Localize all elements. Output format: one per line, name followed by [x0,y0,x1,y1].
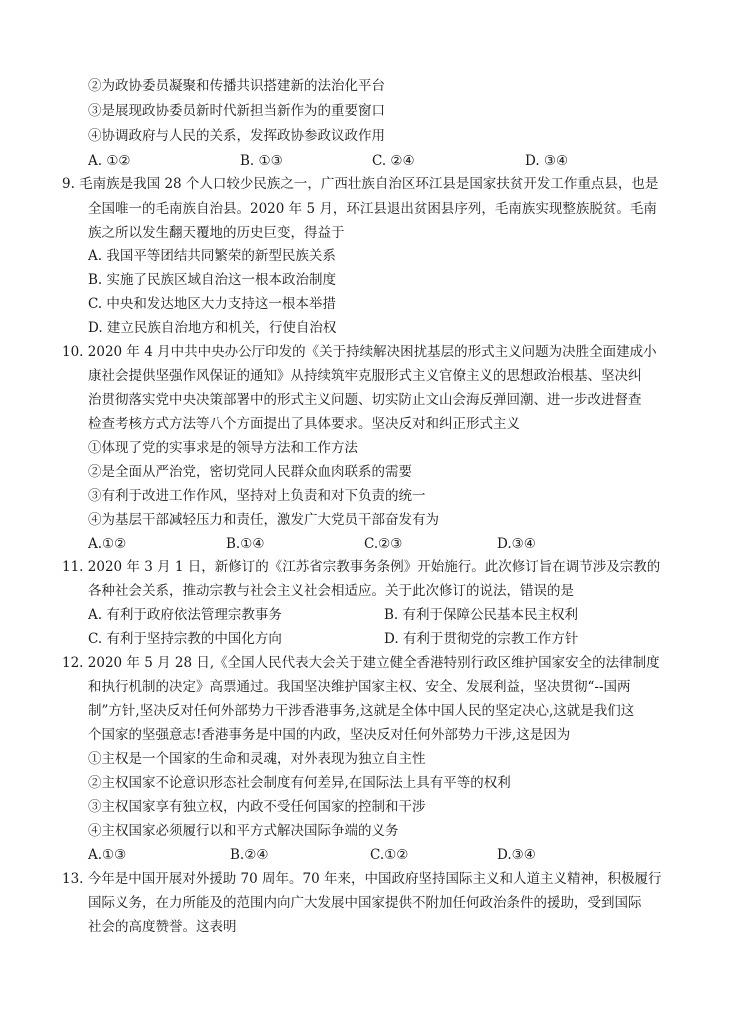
q10-statement-3: ③有利于改进工作作风，坚持对上负责和对下负责的统一 [88,488,426,504]
q10-stem-line-3: 治贯彻落实党中央决策部署中的形式主义问题、切实防止文山会海反弹回潮、进一步改进督查 [88,392,642,408]
q13-stem-line-3: 社会的高度赞誉。这表明 [88,919,237,935]
q10-option-a: A.①② [88,536,127,552]
q9-option-a: A. 我国平等团结共同繁荣的新型民族关系 [88,248,336,264]
q11-option-a: A. 有利于政府依法管理宗教事务 [88,607,282,623]
q8-option-b: B. ①③ [240,153,283,169]
q12-option-d: D.③④ [497,847,536,863]
q12-stem-line-1: 12. 2020 年 5 月 28 日,《全国人民代表大会关于建立健全香港特别行政区维护国家安全的法律制度 [62,655,660,671]
q10-statement-2: ②是全面从严治党，密切党同人民群众血肉联系的需要 [88,464,412,480]
q10-stem-line-1: 10. 2020 年 4 月中共中央办公厅印发的《关于持续解决困扰基层的形式主义问题为决胜全面建成小 [62,344,657,360]
q11-option-b: B. 有利于保障公民基本民主权利 [384,607,579,623]
q12-statement-3: ③主权国家享有独立权，内政不受任何国家的控制和干涉 [88,799,426,815]
q12-stem-line-3: 制”方针,坚决反对任何外部势力干涉香港事务,这就是全体中国人民的坚定决心,这就是我们这 [88,703,635,719]
q10-option-b: B.①④ [226,536,265,552]
q11-stem-line-1: 11. 2020 年 3 月 1 日，新修订的《江苏省宗教事务条例》开始施行。此次修订旨在调节涉及宗教的 [62,559,661,575]
q9-option-c: C. 中央和发达地区大力支持这一根本举措 [88,296,336,312]
q10-statement-1: ①体现了党的实事求是的领导方法和工作方法 [88,440,358,456]
q9-stem-line-3: 族之所以发生翻天覆地的历史巨变，得益于 [88,225,345,241]
q12-option-a: A.①③ [88,847,127,863]
q11-option-d: D. 有利于贯彻党的宗教工作方针 [384,631,579,647]
q9-stem-line-1: 9. 毛南族是我国 28 个人口较少民族之一，广西壮族自治区环江县是国家扶贫开发工作重点县，也是 [62,176,659,192]
q13-stem-line-2: 国际义务，在力所能及的范围内向广大发展中国家提供不附加任何政治条件的援助，受到国际 [88,895,642,911]
q8-statement-2: ②为政协委员凝聚和传播共识搭建新的法治化平台 [88,78,385,94]
q12-stem-line-4: 个国家的坚强意志!香港事务是中国的内政，坚决反对任何外部势力干涉,这是因为 [88,727,571,743]
q8-statement-3: ③是展现政协委员新时代新担当新作为的重要窗口 [88,103,385,119]
q10-option-c: C.②③ [364,536,403,552]
q9-stem-line-2: 全国唯一的毛南族自治县。2020 年 5 月，环江县退出贫困县序列，毛南族实现整族脱贫。毛南 [88,201,657,217]
q9-option-d: D. 建立民族自治地方和机关，行使自治权 [88,320,337,336]
q10-option-d: D.③④ [497,536,536,552]
q8-option-d: D. ③④ [525,153,569,169]
q10-statement-4: ④为基层干部减轻压力和责任，激发广大党员干部奋发有为 [88,512,439,528]
q13-stem-line-1: 13. 今年是中国开展对外援助 70 周年。70 年来，中国政府坚持国际主义和人道主义精神，积极履行 [62,871,662,887]
q11-stem-line-2: 各种社会关系，推动宗教与社会主义社会相适应。关于此次修订的说法，错误的是 [88,583,574,599]
q12-option-c: C.①② [370,847,409,863]
q12-stem-line-2: 和执行机制的决定》高票通过。我国坚决维护国家主权、安全、发展利益，坚决贯彻“--国两 [88,679,631,695]
q11-option-c: C. 有利于坚持宗教的中国化方向 [88,631,282,647]
q12-statement-2: ②主权国家不论意识形态社会制度有何差异,在国际法上具有平等的权利 [88,775,511,791]
q9-option-b: B. 实施了民族区域自治这一根本政治制度 [88,272,337,288]
q12-option-b: B.②④ [230,847,269,863]
q10-stem-line-2: 康社会提供坚强作风保证的通知》从持续筑牢克服形式主义官僚主义的思想政治根基、坚决纠 [88,368,642,384]
q8-option-a: A. ①② [88,153,131,169]
q12-statement-1: ①主权是一个国家的生命和灵魂，对外表现为独立自主性 [88,751,426,767]
q10-stem-line-4: 检查考核方式方法等八个方面提出了具体要求。坚决反对和纠正形式主义 [88,416,520,432]
q8-option-c: C. ②④ [372,153,415,169]
q12-statement-4: ④主权国家必须履行以和平方式解决国际争端的义务 [88,823,399,839]
q8-statement-4: ④协调政府与人民的关系，发挥政协参政议政作用 [88,128,385,144]
